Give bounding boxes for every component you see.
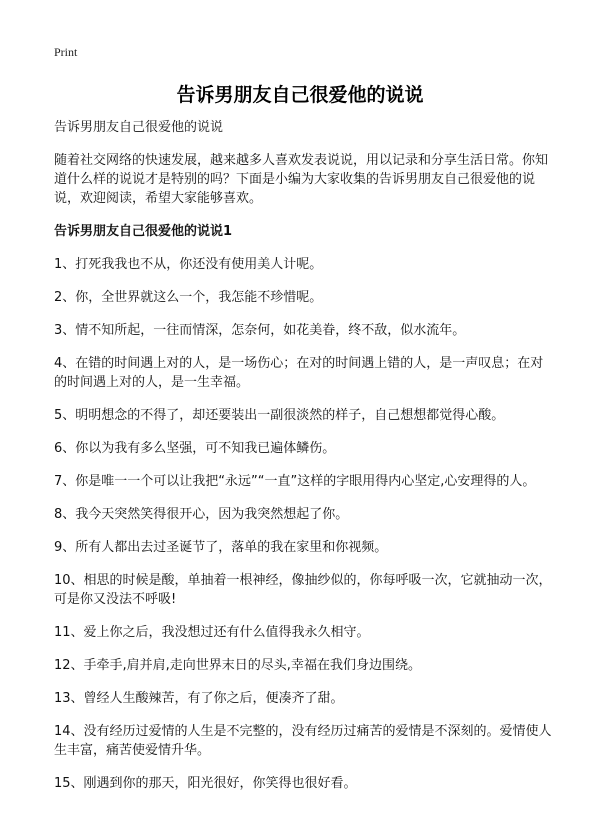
list-item: 15、刚遇到你的那天，阳光很好，你笑得也很好看。 [54, 776, 357, 791]
list-item: 11、爱上你之后，我没想过还有什么值得我永久相守。 [54, 625, 370, 640]
list-item: 6、你以为我有多么坚强，可不知我已遍体鳞伤。 [54, 441, 336, 456]
article-body [54, 118, 554, 807]
article-intro: 随着社交网络的快速发展，越来越多人喜欢发表说说，用以记录和分享生活日常。你知道什么样的说说才是特别的吗？下面是小编为大家收集的告诉男朋友自己很爱他的说说，欢迎阅读，希望大家能够喜欢。 [54, 153, 549, 206]
list-item: 4、在错的时间遇上对的人，是一场伤心；在对的时间遇上错的人，是一声叹息；在对的时间遇上对的人，是一生幸福。 [54, 356, 544, 390]
list-item: 9、所有人都出去过圣诞节了，落单的我在家里和你视频。 [54, 540, 388, 555]
list-item: 3、情不知所起，一往而情深，怎奈何，如花美眷，终不敌，似水流年。 [54, 323, 466, 338]
list-item: 14、没有经历过爱情的人生是不完整的，没有经历过痛苦的爱情是不深刻的。爱情使人生丰富，痛苦使爱情升华。 [54, 724, 552, 758]
list-item: 5、明明想念的不得了，却还要装出一副很淡然的样子，自己想想都觉得心酸。 [54, 408, 505, 423]
page-title: 告诉男朋友自己很爱他的说说 [176, 84, 424, 106]
list-item: 1、打死我我也不从，你还没有使用美人计呢。 [54, 257, 323, 272]
list-item: 7、你是唯一一个可以让我把“永远”“一直”这样的字眼用得内心坚定,心安理得的人。 [54, 474, 536, 489]
section-heading: 告诉男朋友自己很爱他的说说1 [54, 224, 233, 239]
list-item: 12、手牵手,肩并肩,走向世界末日的尽头,幸福在我们身边围绕。 [54, 658, 421, 673]
list-item: 13、曾经人生酸辣苦，有了你之后，便凑齐了甜。 [54, 691, 344, 706]
print-link[interactable]: Print [54, 45, 78, 59]
list-item: 8、我今天突然笑得很开心，因为我突然想起了你。 [54, 507, 349, 522]
article-subtitle: 告诉男朋友自己很爱他的说说 [54, 120, 224, 135]
list-item: 2、你，全世界就这么一个，我怎能不珍惜呢。 [54, 290, 323, 305]
list-item: 10、相思的时候是酸，单抽着一根神经，像抽纱似的，你每呼吸一次，它就抽动一次，可是你又没法不呼吸! [54, 573, 552, 607]
